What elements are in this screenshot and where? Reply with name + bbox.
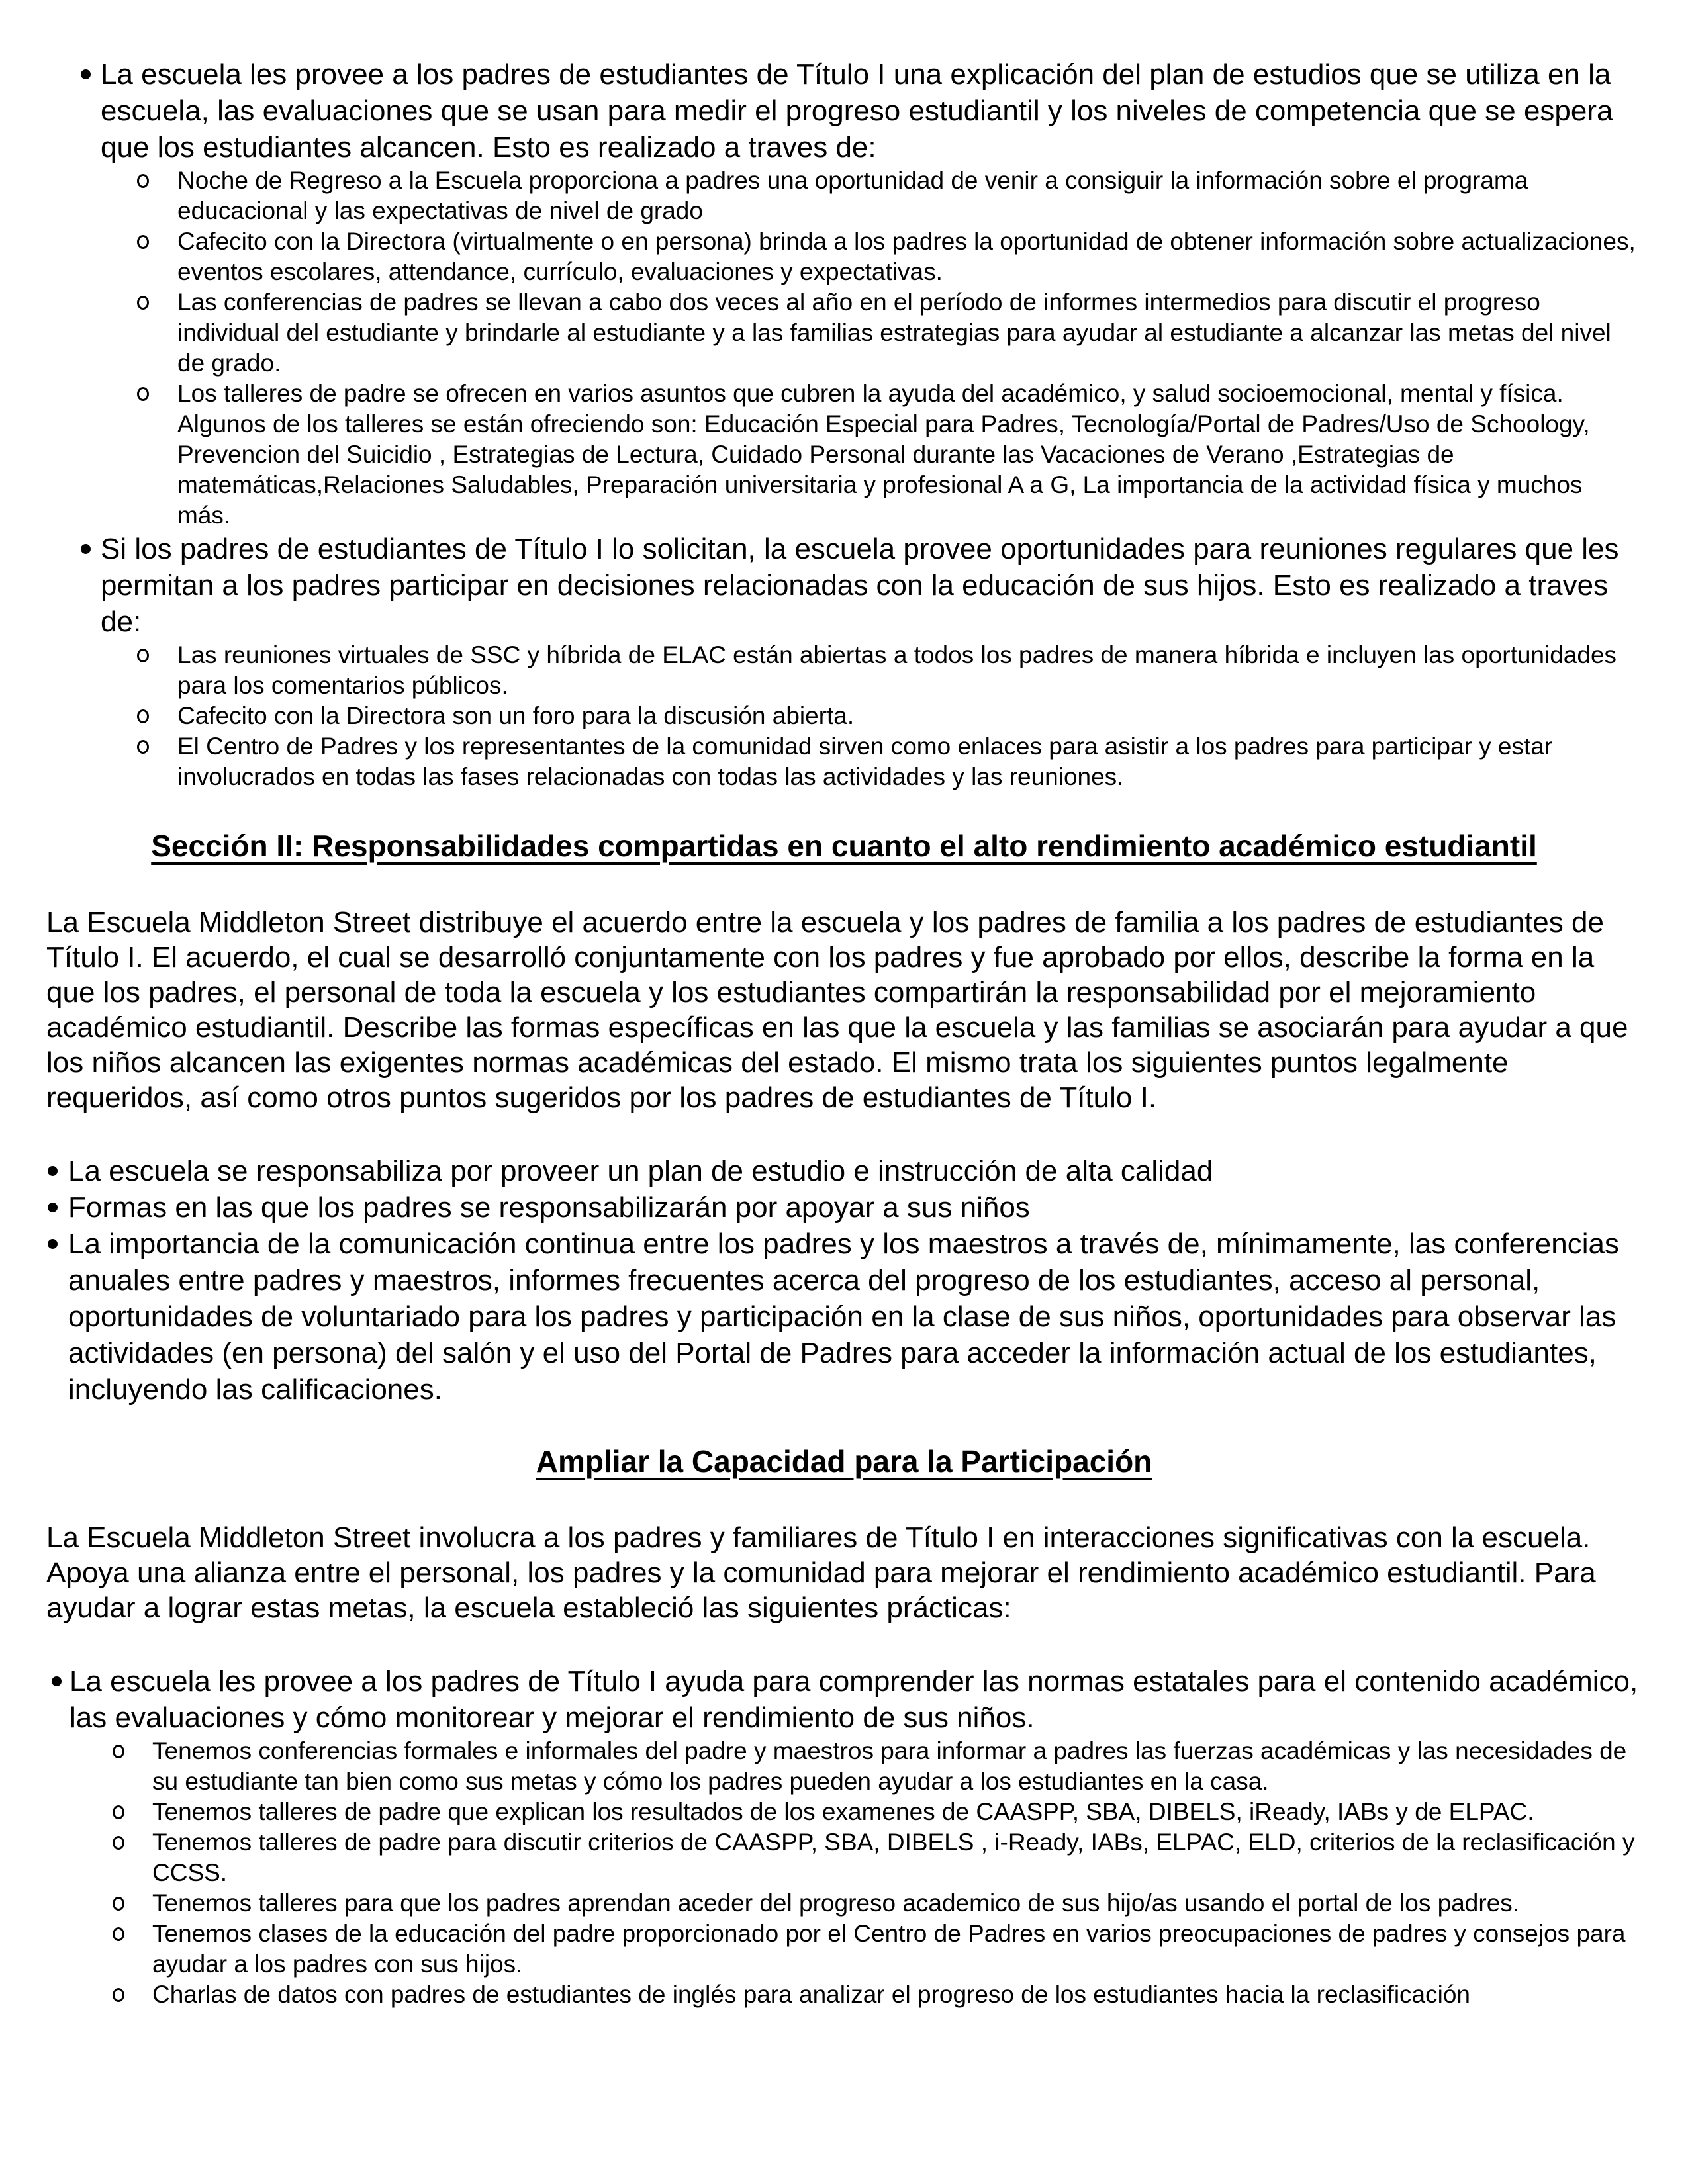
sub-bullet-item: Las reuniones virtuales de SSC y híbrida de ELAC están abiertas a todos los padres de manera híbrida e incluyen las oportunidades para los comentarios públicos. [101, 640, 1642, 701]
compact-points-list [46, 1153, 1642, 1408]
sub-bullet-item: Tenemos talleres para que los padres aprendan aceder del progreso academico de sus hijo/as usando el portal de los padres. [70, 1888, 1642, 1919]
bullet-text: La escuela les provee a los padres de Título I ayuda para comprender las normas estatales para el contenido académico, las evaluaciones y cómo monitorear y mejorar el rendimiento de sus niños. [70, 1665, 1638, 1734]
bullet-item [46, 531, 1642, 792]
title1-practices-list [46, 56, 1642, 792]
bullet-item [46, 56, 1642, 531]
sub-bullet-item: Las conferencias de padres se llevan a cabo dos veces al año en el período de informes intermedios para discutir el progreso individual del estudiante y brindarle al estudiante y a las familias estrategias para ayudar al estudiante a alcanzar las metas del nivel de grado. [101, 287, 1642, 379]
paragraph-compact-distribution: La Escuela Middleton Street distribuye el acuerdo entre la escuela y los padres de familia a los padres de estudiantes de Título I. El acuerdo, el cual se desarrolló conjuntamente con los padres y fue aprobado por ellos, describe la forma en la que los padres, el personal de toda la escuela y los estudiantes compartirán la responsabilidad por el mejoramiento académico estudiantil. Describe las formas específicas en las que la escuela y las familias se asociarán para ayudar a que los niños alcancen las exigentes normas académicas del estado. El mismo trata los siguientes puntos legalmente requeridos, así como otros puntos sugeridos por los padres de estudiantes de Título I. [46, 906, 1628, 1114]
sub-bullet-list [101, 165, 1642, 531]
bullet-text: Si los padres de estudiantes de Título I lo solicitan, la escuela provee oportunidades para reuniones regulares que les permitan a los padres participar en decisiones relacionadas con la educación de sus hijos. Esto es realizado a traves de: [101, 533, 1619, 638]
sub-bullet-item: Tenemos clases de la educación del padre proporcionado por el Centro de Padres en varios preocupaciones de padres y consejos para ayudar a los padres con sus hijos. [70, 1919, 1642, 1979]
paragraph-ampliar-intro: La Escuela Middleton Street involucra a los padres y familiares de Título I en interacciones significativas con la escuela. Apoya una alianza entre el personal, los padres y la comunidad para mejorar el rendimiento académico estudiantil. Para ayudar a lograr estas metas, la escuela estableció las siguientes prácticas: [46, 1522, 1596, 1624]
bullet-item: La importancia de la comunicación continua entre los padres y los maestros a través de, mínimamente, las conferencias anuales entre padres y maestros, informes frecuentes acerca del progreso de los estudiantes, acceso al personal, oportunidades de voluntariado para los padres y participación en la clase de sus niños, oportunidades para observar las actividades (en persona) del salón y el uso del Portal de Padres para acceder la información actual de los estudiantes, incluyendo las calificaciones. [46, 1226, 1642, 1408]
sub-bullet-item: Cafecito con la Directora son un foro para la discusión abierta. [101, 701, 1642, 731]
bullet-item: La escuela se responsabiliza por proveer un plan de estudio e instrucción de alta calidad [46, 1153, 1642, 1189]
sub-bullet-item: Los talleres de padre se ofrecen en varios asuntos que cubren la ayuda del académico, y salud socioemocional, mental y física. Algunos de los talleres se están ofreciendo son: Educación Especial para Padres, Tecnología/Portal de Padres/Uso de Schoology, Prevencion del Suicidio , Estrategias de Lectura, Cuidado Personal durante las Vacaciones de Verano ,Estrategias de matemáticas,Relaciones Saludables, Preparación universitaria y profesional A a G, La importancia de la actividad física y muchos más. [101, 379, 1642, 531]
sub-bullet-list [70, 1736, 1642, 2010]
sub-bullet-item: Cafecito con la Directora (virtualmente o en persona) brinda a los padres la oportunidad de obtener información sobre actualizaciones, eventos escolares, attendance, currículo, evaluaciones y expectativas. [101, 226, 1642, 287]
sub-bullet-item: Tenemos conferencias formales e informales del padre y maestros para informar a padres las fuerzas académicas y las necesidades de su estudiante tan bien como sus metas y cómo los padres pueden ayudar a los estudiantes en la casa. [70, 1736, 1642, 1797]
sub-bullet-item: Tenemos talleres de padre para discutir criterios de CAASPP, SBA, DIBELS , i-Ready, IABs, ELPAC, ELD, criterios de la reclasificación y CCSS. [70, 1827, 1642, 1888]
section-heading-responsabilidades: Sección II: Responsabilidades compartidas en cuanto el alto rendimiento académico estudiantil [151, 829, 1537, 863]
sub-bullet-item: Charlas de datos con padres de estudiantes de inglés para analizar el progreso de los estudiantes hacia la reclasificación [70, 1979, 1642, 2010]
sub-bullet-item: Noche de Regreso a la Escuela proporciona a padres una oportunidad de venir a consiguir la información sobre el programa educacional y las expectativas de nivel de grado [101, 165, 1642, 226]
sub-bullet-list [101, 640, 1642, 792]
sub-bullet-item: Tenemos talleres de padre que explican los resultados de los examenes de CAASPP, SBA, DIBELS, iReady, IABs y de ELPAC. [70, 1797, 1642, 1827]
bullet-item: Formas en las que los padres se responsabilizarán por apoyar a sus niños [46, 1189, 1642, 1226]
bullet-item [46, 1663, 1642, 2010]
capacity-practices-list [46, 1663, 1642, 2010]
bullet-text: La escuela les provee a los padres de estudiantes de Título I una explicación del plan de estudios que se utiliza en la escuela, las evaluaciones que se usan para medir el progreso estudiantil y los niveles de competencia que se espera que los estudiantes alcancen. Esto es realizado a traves de: [101, 58, 1613, 163]
sub-bullet-item: El Centro de Padres y los representantes de la comunidad sirven como enlaces para asistir a los padres para participar y estar involucrados en todas las fases relacionadas con todas las actividades y las reuniones. [101, 731, 1642, 792]
section-heading-ampliar: Ampliar la Capacidad para la Participación [536, 1444, 1152, 1479]
